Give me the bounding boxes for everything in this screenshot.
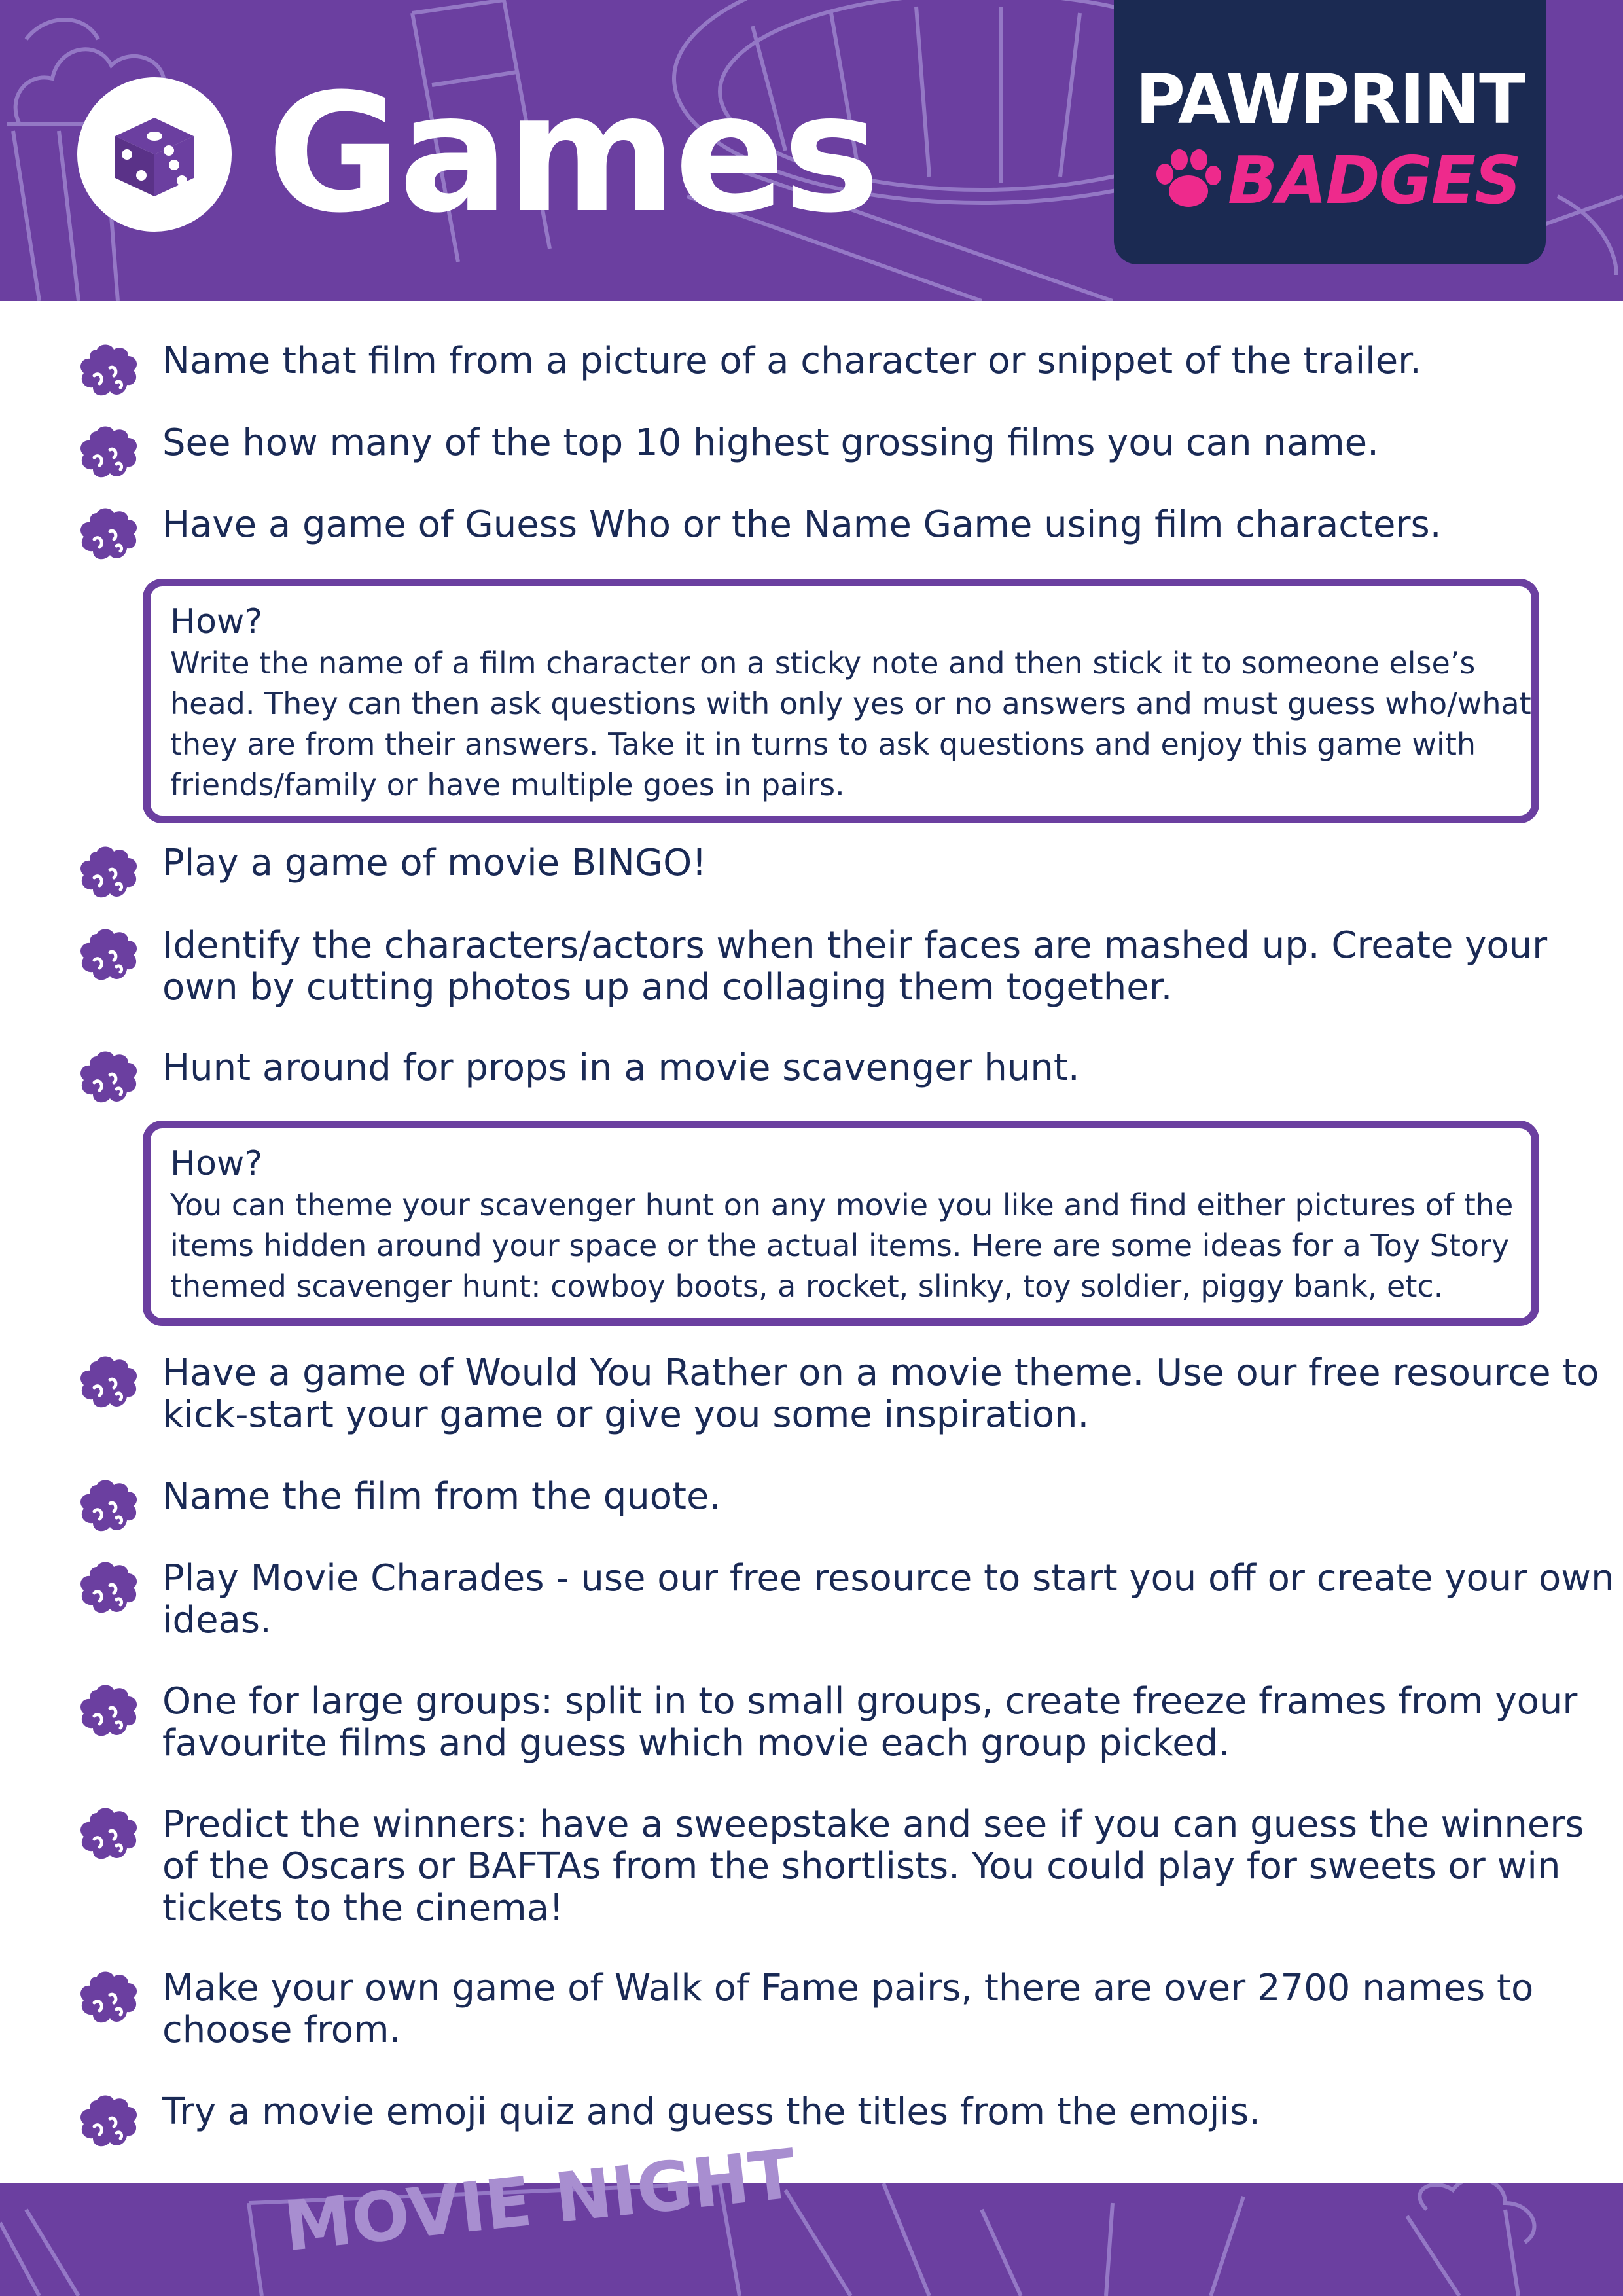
popcorn-bullet-icon [77,1559,140,1618]
popcorn-bullet-icon [77,1354,140,1412]
list-item-text: One for large groups: split in to small groups, create freeze frames from your favourite films and guess which movie each group picked. [162,1680,1578,1765]
list-item-text: Predict the winners: have a sweepstake and see if you can guess the winners of the Oscars or BAFTAs from the shortlists. You could play for sweets or win tickets to the cinema! [162,1803,1584,1929]
how-title: How? [170,1144,263,1183]
how-box [143,579,1539,823]
how-text: You can theme your scavenger hunt on any movie you like and find either pictures of the items hidden around your space or the actual items. Here are some ideas for a Toy Story themed scavenger hunt: cowboy boots, a rocket, slinky, toy soldier, piggy bank, etc. [170,1187,1514,1304]
popcorn-bullet-icon [77,926,140,985]
list-item-text: See how many of the top 10 highest grossing films you can name. [162,422,1379,464]
how-box [143,1121,1539,1326]
list-item-text: Play a game of movie BINGO! [162,842,707,884]
popcorn-bullet-icon [77,423,140,482]
popcorn-bullet-icon [77,1049,140,1107]
how-title: How? [170,602,263,641]
list-item-text: Name the film from the quote. [162,1475,721,1518]
list-item-text: Identify the characters/actors when their faces are mashed up. Create your own by cutting photos up and collaging them together. [162,924,1548,1009]
popcorn-bullet-icon [77,1682,140,1741]
footer-banner [0,2183,1623,2296]
list-item-text: Make your own game of Walk of Fame pairs, there are over 2700 names to choose from. [162,1967,1534,2051]
logo-text-bottom: BADGES [1228,142,1521,219]
cinema-decoration-icon [0,2183,1623,2296]
list-item-text: Have a game of Would You Rather on a movie theme. Use our free resource to kick-start your game or give you some inspiration. [162,1352,1599,1436]
page-title: Games [267,58,878,249]
popcorn-bullet-icon [77,342,140,401]
footer-movie-night-text: MOVIE NIGHT [280,2133,800,2267]
list-item-text: Play Movie Charades - use our free resource to start you off or create your own ideas. [162,1557,1614,1641]
popcorn-bullet-icon [77,2092,140,2151]
popcorn-bullet-icon [77,1805,140,1864]
popcorn-bullet-icon [77,1477,140,1536]
list-item-text: Hunt around for props in a movie scavenger hunt. [162,1047,1080,1089]
popcorn-bullet-icon [77,505,140,564]
list-item-text: Have a game of Guess Who or the Name Game using film characters. [162,503,1442,546]
how-text: Write the name of a film character on a sticky note and then stick it to someone else’s head. They can then ask questions with only yes or no answers and must guess who/what they are from their answers. Take it in turns to ask questions and enjoy this game with friends/family or have multiple goes in pairs. [170,645,1531,802]
popcorn-bullet-icon [77,844,140,903]
list-item-text: Name that film from a picture of a character or snippet of the trailer. [162,340,1421,382]
popcorn-bullet-icon [77,1969,140,2028]
logo-text-top: PAWPRINT [1135,60,1525,139]
list-item-text: Try a movie emoji quiz and guess the titles from the emojis. [162,2090,1260,2133]
